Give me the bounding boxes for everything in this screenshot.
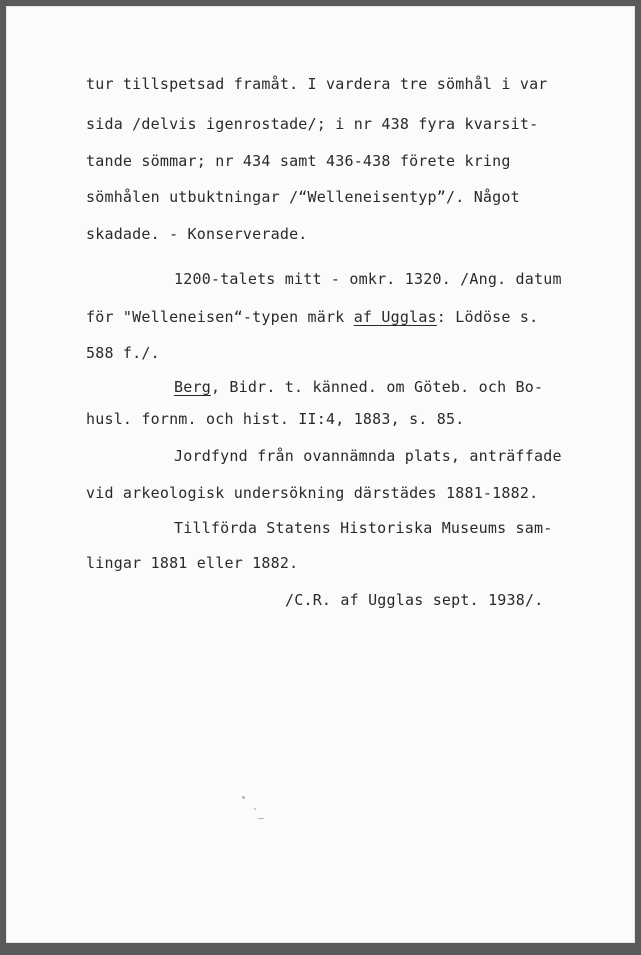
text-line-1: tur tillspetsad framåt. I vardera tre sömhål i var xyxy=(86,75,548,93)
text-line-9-underlined: Berg xyxy=(174,378,211,396)
text-line-10: husl. fornm. och hist. II:4, 1883, s. 85. xyxy=(86,410,465,428)
text-line-7 xyxy=(86,308,538,326)
text-line-7-post: : Lödöse s. xyxy=(436,308,539,326)
paper-speck xyxy=(242,796,245,799)
text-line-9 xyxy=(174,378,543,396)
text-line-2: sida /delvis igenrostade/; i nr 438 fyra kvarsit- xyxy=(86,115,539,133)
text-line-4: sömhålen utbuktningar /“Welleneisentyp”/. Något xyxy=(86,188,520,206)
text-line-5: skadade. - Konserverade. xyxy=(86,225,308,243)
paper-speck xyxy=(254,808,256,810)
text-line-7-underlined: af Ugglas xyxy=(353,308,437,326)
text-line-6: 1200-talets mitt - omkr. 1320. /Ang. datum xyxy=(174,270,562,288)
text-line-14: lingar 1881 eller 1882. xyxy=(86,554,299,572)
text-line-9-post: , Bidr. t. känned. om Göteb. och Bo- xyxy=(210,378,544,396)
text-line-8: 588 f./. xyxy=(86,344,160,362)
text-line-15: /C.R. af Ugglas sept. 1938/. xyxy=(285,591,544,609)
text-line-13: Tillförda Statens Historiska Museums sam- xyxy=(174,519,553,537)
document-page xyxy=(6,6,635,943)
text-line-11: Jordfynd från ovannämnda plats, anträffade xyxy=(174,447,562,465)
text-line-12: vid arkeologisk undersökning därstädes 1881-1882. xyxy=(86,484,539,502)
text-line-3: tande sömmar; nr 434 samt 436-438 förete kring xyxy=(86,152,511,170)
text-line-7-pre: för "Welleneisen“-typen märk xyxy=(86,308,354,326)
paper-speck xyxy=(258,818,264,819)
